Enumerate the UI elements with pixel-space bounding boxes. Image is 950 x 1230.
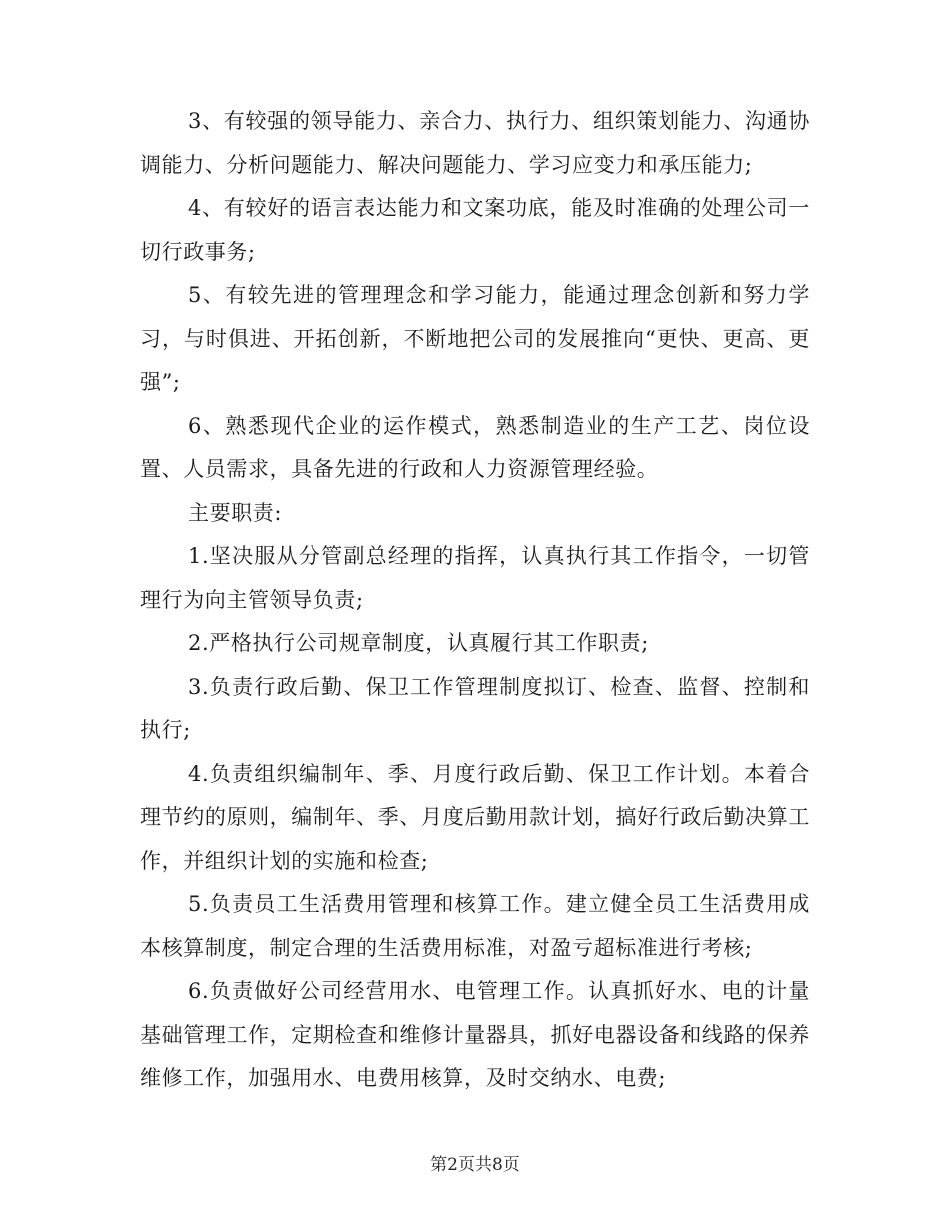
paragraph-duty-2: 2.严格执行公司规章制度，认真履行其工作职责; — [188, 631, 649, 655]
paragraph-requirement-5: 5、有较先进的管理理念和学习能力，能通过理念创新和努力学习，与时俱进、开拓创新，不断地把公司的发展推向“更快、更高、更强”; — [140, 283, 810, 394]
paragraph-duty-3: 3.负责行政后勤、保卫工作管理制度拟订、检查、监督、控制和执行; — [140, 674, 810, 742]
paragraph-duty-4: 4.负责组织编制年、季、月度行政后勤、保卫工作计划。本着合理节约的原则，编制年、季、月度后勤用款计划，搞好行政后勤决算工作，并组织计划的实施和检查; — [140, 761, 810, 873]
paragraph-requirement-4: 4、有较好的语言表达能力和文案功底，能及时准确的处理公司一切行政事务; — [140, 196, 810, 264]
paragraph-duty-1: 1.坚决服从分管副总经理的指挥，认真执行其工作指令，一切管理行为向主管领导负责; — [140, 544, 810, 612]
section-heading-main-duties: 主要职责: — [188, 500, 283, 525]
paragraph-duty-5: 5.负责员工生活费用管理和核算工作。建立健全员工生活费用成本核算制度，制定合理的生活费用标准，对盈亏超标准进行考核; — [140, 892, 810, 960]
paragraph-requirement-6: 6、熟悉现代企业的运作模式，熟悉制造业的生产工艺、岗位设置、人员需求，具备先进的行政和人力资源管理经验。 — [140, 413, 810, 481]
page-number-footer: 第2页共8页 — [430, 1155, 520, 1175]
document-body — [140, 100, 810, 1101]
paragraph-duty-6: 6.负责做好公司经营用水、电管理工作。认真抓好水、电的计量基础管理工作，定期检查和维修计量器具，抓好电器设备和线路的保养维修工作，加强用水、电费用核算，及时交纳水、电费; — [140, 979, 810, 1090]
paragraph-requirement-3: 3、有较强的领导能力、亲合力、执行力、组织策划能力、沟通协调能力、分析问题能力、解决问题能力、学习应变力和承压能力; — [140, 109, 810, 177]
